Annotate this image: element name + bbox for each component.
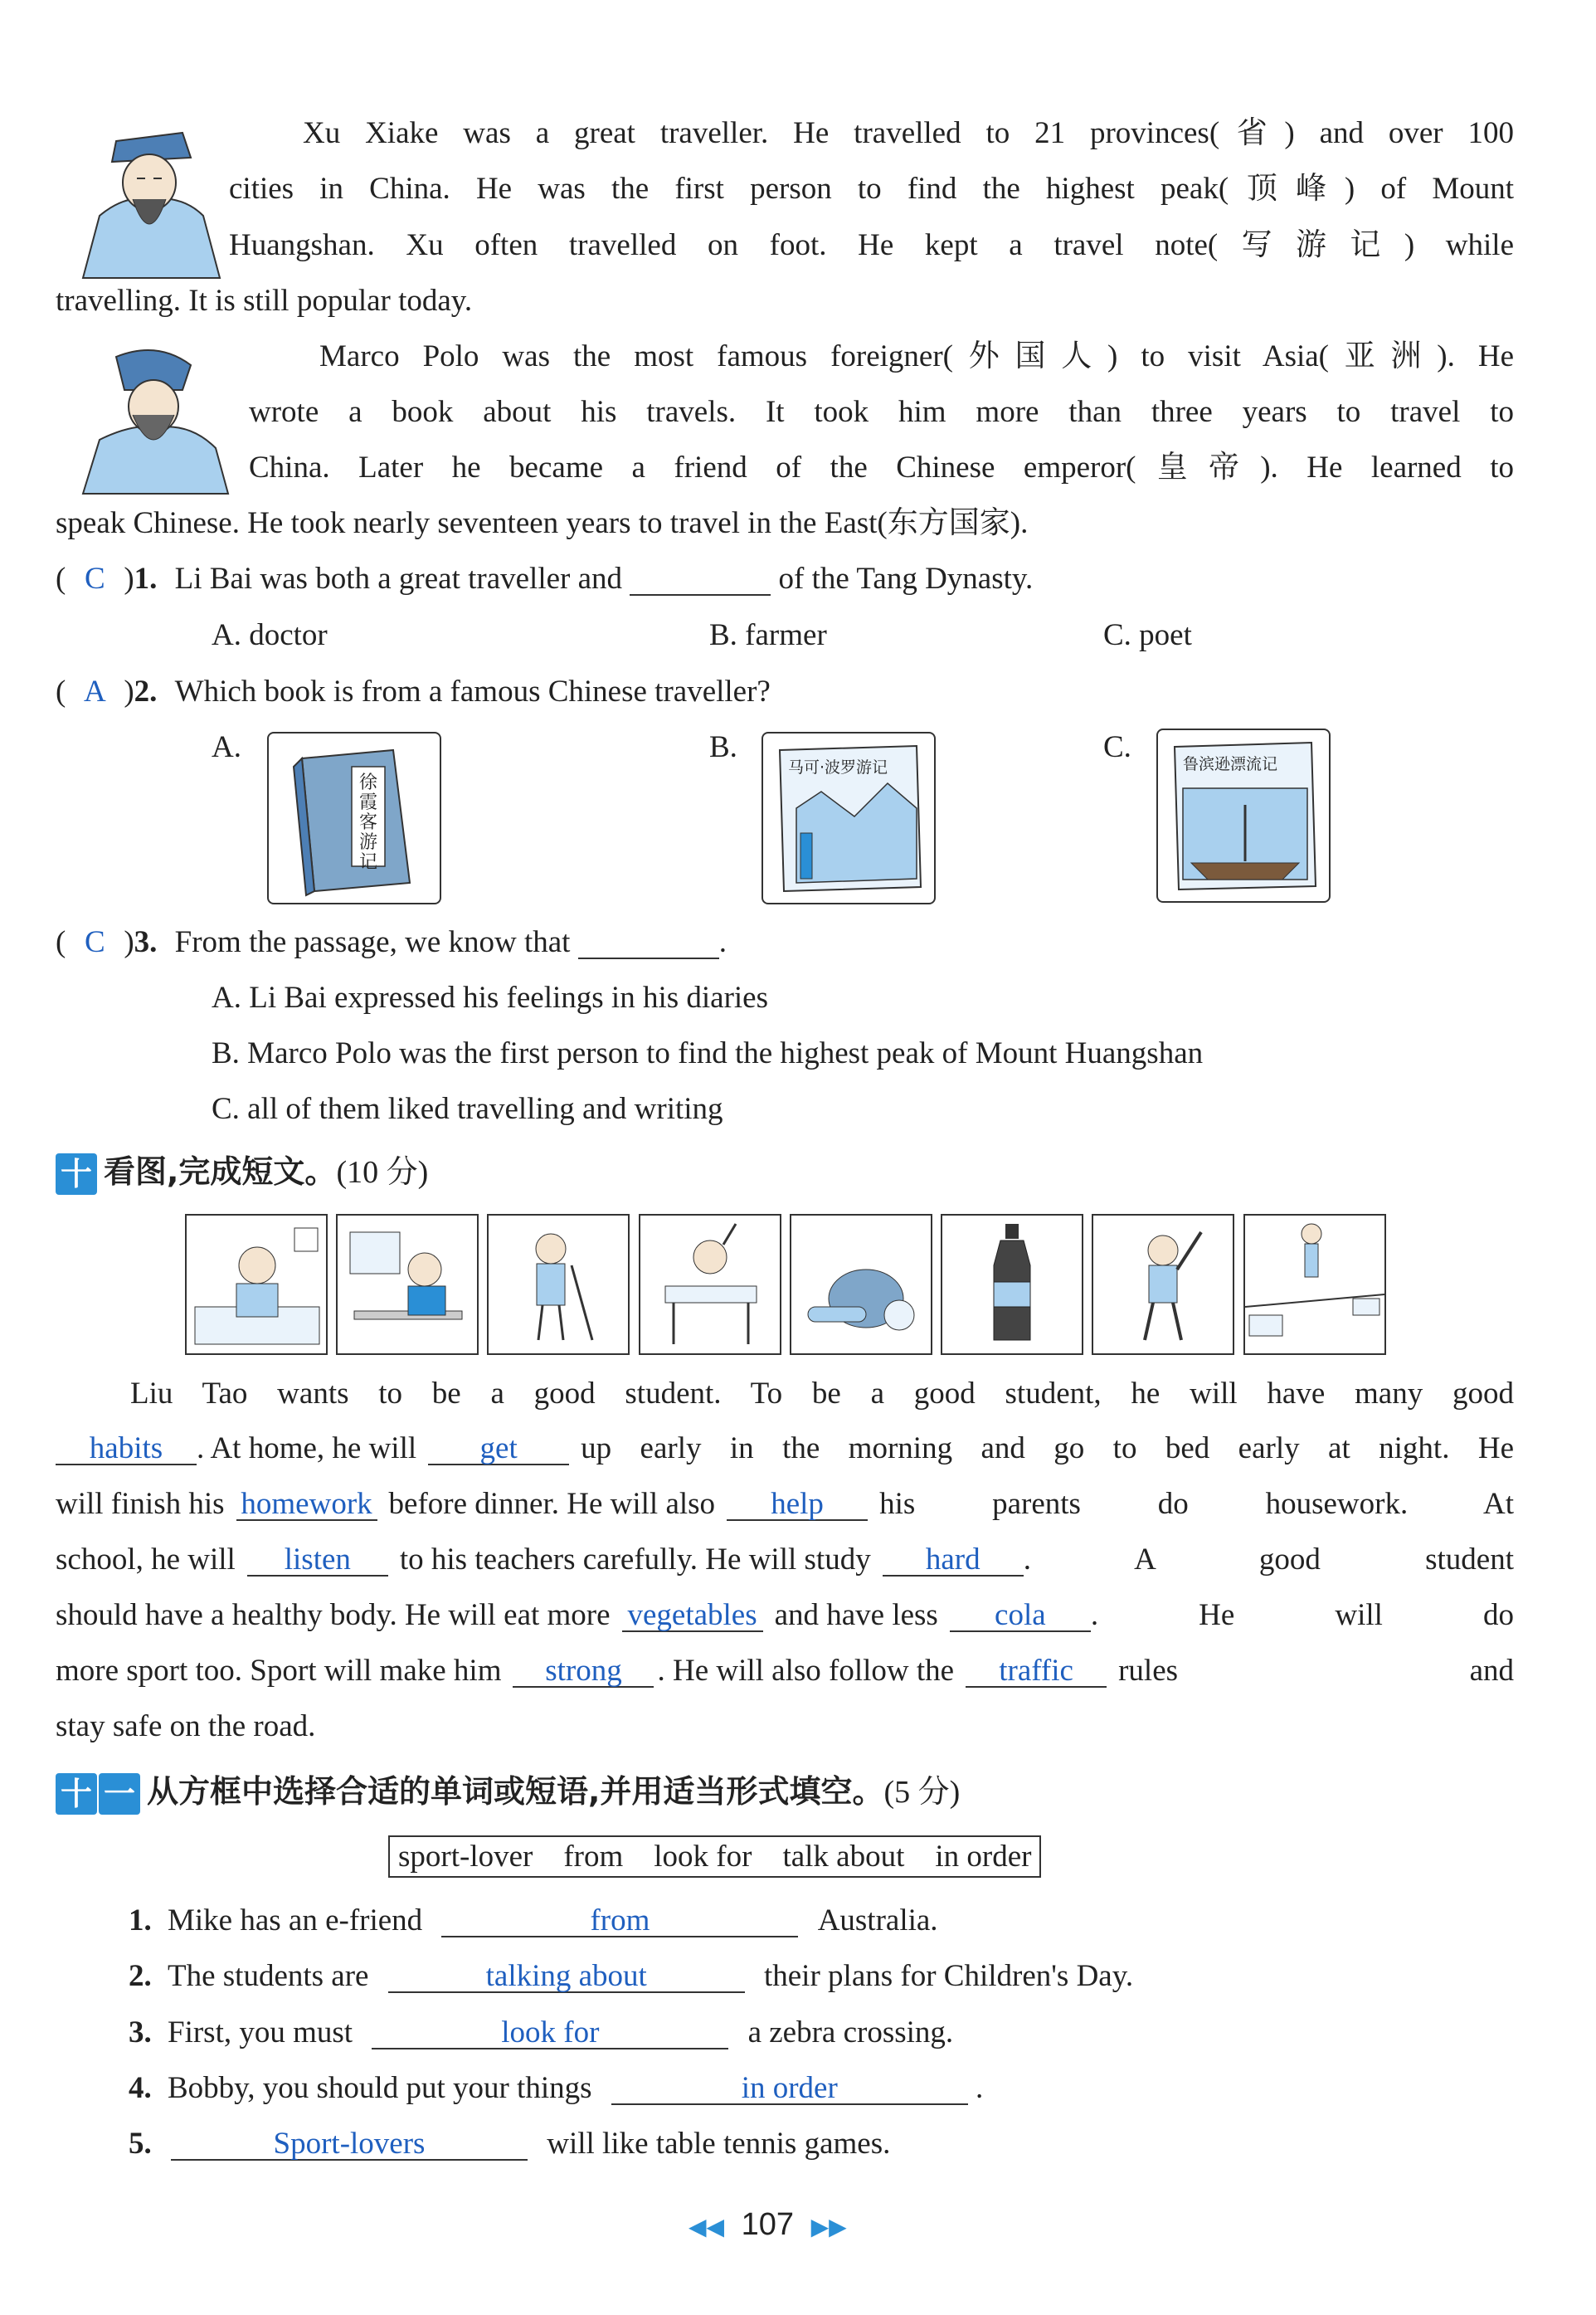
question-1-option-a[interactable]: A. doctor bbox=[212, 618, 328, 652]
next-page-icon[interactable]: ▶▶ bbox=[810, 2214, 847, 2239]
fill-answer-5[interactable]: Sport-lovers bbox=[171, 2128, 528, 2161]
marco-line-3: China. Later he became a friend of the Chinese emperor(皇帝). He learned to bbox=[249, 451, 1514, 485]
section-10-score: (10 分) bbox=[336, 1155, 429, 1190]
section-10-line-3: will finish his homework before dinner. He will also help his parents do housework. At bbox=[56, 1487, 1514, 1521]
xu-line-2: cities in China. He was the first person to find the highest peak(顶峰) of Mount bbox=[229, 172, 1514, 206]
section-10-line-4: school, he will listen to his teachers carefully. He will study hard . A good student bbox=[56, 1543, 1514, 1577]
answer-strong[interactable]: strong bbox=[513, 1655, 654, 1688]
picture-6-cola-bottle bbox=[941, 1214, 1083, 1355]
book-c-title: 鲁滨逊漂流记 bbox=[1183, 755, 1278, 773]
answer-hard[interactable]: hard bbox=[883, 1544, 1024, 1577]
section-11-header bbox=[56, 1766, 960, 1815]
picture-8-traffic-road bbox=[1243, 1214, 1386, 1355]
fill-answer-3[interactable]: look for bbox=[372, 2017, 728, 2049]
fill-item-5: 5. Sport-lovers will like table tennis games. bbox=[129, 2127, 891, 2161]
picture-2-boy-homework bbox=[336, 1214, 479, 1355]
answer-listen[interactable]: listen bbox=[247, 1544, 388, 1577]
section-10-header bbox=[56, 1146, 428, 1195]
question-3-option-b[interactable]: B. Marco Polo was the first person to find the highest peak of Mount Huangshan bbox=[212, 1036, 1204, 1070]
question-3-option-a[interactable]: A. Li Bai expressed his feelings in his diaries bbox=[212, 981, 769, 1015]
book-b-image[interactable] bbox=[762, 732, 936, 904]
fill-item-1: 1. Mike has an e-friend from Australia. bbox=[129, 1903, 938, 1937]
marco-polo-portrait bbox=[75, 340, 232, 498]
answer-traffic[interactable]: traffic bbox=[966, 1655, 1107, 1688]
marco-line-2: wrote a book about his travels. It took him more than three years to travel to bbox=[249, 395, 1514, 429]
section-10-line-2: habits . At home, he will get up early in the morning and go to bed early at night. He bbox=[56, 1433, 1514, 1465]
section-11-score: (5 分) bbox=[883, 1775, 961, 1810]
answer-help[interactable]: help bbox=[727, 1489, 868, 1521]
fill-answer-1[interactable]: from bbox=[441, 1905, 798, 1937]
book-a-image[interactable] bbox=[267, 732, 441, 904]
picture-7-boy-exercising bbox=[1092, 1214, 1234, 1355]
question-2-stem: ( A )2. Which book is from a famous Chinese traveller? bbox=[56, 675, 771, 709]
section-10-title: 看图,完成短文。 bbox=[104, 1153, 337, 1190]
xu-line-3: Huangshan. Xu often travelled on foot. He kept a travel note(写游记) while bbox=[229, 228, 1514, 262]
question-2-option-b-label: B. bbox=[709, 730, 737, 764]
section-11-badge-1: 十 bbox=[56, 1773, 97, 1815]
answer-vegetables[interactable]: vegetables bbox=[622, 1600, 763, 1632]
page-number: 107 bbox=[741, 2207, 795, 2242]
answer-cola[interactable]: cola bbox=[950, 1600, 1091, 1632]
section-10-line-5: should have a healthy body. He will eat more vegetables and have less cola . He will do bbox=[56, 1598, 1514, 1632]
picture-5-vegetables bbox=[790, 1214, 932, 1355]
picture-1-boy-waking bbox=[185, 1214, 328, 1355]
picture-4-boy-at-desk bbox=[639, 1214, 781, 1355]
section-10-line-1: Liu Tao wants to be a good student. To be a good student, he will have many good bbox=[130, 1377, 1514, 1411]
answer-habits[interactable]: habits bbox=[56, 1433, 197, 1465]
book-a-title: 徐霞客游记 bbox=[358, 772, 377, 873]
fill-item-3: 3. First, you must look for a zebra crossing. bbox=[129, 2015, 954, 2049]
book-c-image[interactable] bbox=[1156, 729, 1331, 903]
page-footer bbox=[689, 2207, 847, 2243]
section-11-title: 从方框中选择合适的单词或短语,并用适当形式填空。 bbox=[147, 1773, 884, 1810]
section-10-badge: 十 bbox=[56, 1153, 97, 1195]
section-11-badge-2: 一 bbox=[99, 1773, 140, 1815]
fill-item-2: 2. The students are talking about their plans for Children's Day. bbox=[129, 1959, 1134, 1993]
question-1-answer[interactable]: C bbox=[84, 562, 105, 596]
section-10-line-6: more sport too. Sport will make him strong . He will also follow the traffic rules and bbox=[56, 1654, 1514, 1688]
xu-xiake-portrait bbox=[66, 116, 232, 282]
question-3-answer[interactable]: C bbox=[84, 925, 105, 959]
marco-line-1: Marco Polo was the most famous foreigner(外国人) to visit Asia(亚洲). He bbox=[319, 339, 1514, 373]
fill-answer-2[interactable]: talking about bbox=[388, 1961, 745, 1993]
fill-item-4: 4. Bobby, you should put your things in order . bbox=[129, 2071, 984, 2105]
book-b-title: 马可·波罗游记 bbox=[788, 758, 888, 777]
answer-get[interactable]: get bbox=[428, 1433, 569, 1465]
xu-line-1: Xu Xiake was a great traveller. He travelled to 21 provinces(省) and over 100 bbox=[303, 116, 1514, 150]
answer-homework[interactable]: homework bbox=[236, 1489, 377, 1521]
question-1-stem: ( C )1. Li Bai was both a great traveller and of the Tang Dynasty. bbox=[56, 562, 1034, 596]
xu-line-4: travelling. It is still popular today. bbox=[56, 284, 473, 318]
question-3-option-c[interactable]: C. all of them liked travelling and writing bbox=[212, 1092, 723, 1126]
marco-line-4: speak Chinese. He took nearly seventeen years to travel in the East(东方国家). bbox=[56, 506, 1029, 540]
word-box: sport-lover from look for talk about in order bbox=[388, 1835, 1041, 1878]
picture-3-boy-sweeping bbox=[487, 1214, 630, 1355]
question-3-stem: ( C )3. From the passage, we know that . bbox=[56, 925, 727, 959]
question-1-option-c[interactable]: C. poet bbox=[1103, 618, 1192, 652]
question-1-option-b[interactable]: B. farmer bbox=[709, 618, 827, 652]
question-2-option-c-label: C. bbox=[1103, 730, 1131, 764]
question-2-answer[interactable]: A bbox=[83, 675, 106, 709]
book-a-icon bbox=[269, 733, 440, 903]
section-10-line-7: stay safe on the road. bbox=[56, 1709, 316, 1743]
prev-page-icon[interactable]: ◀◀ bbox=[689, 2214, 725, 2239]
question-2-option-a-label: A. bbox=[212, 730, 241, 764]
fill-answer-4[interactable]: in order bbox=[611, 2073, 968, 2105]
